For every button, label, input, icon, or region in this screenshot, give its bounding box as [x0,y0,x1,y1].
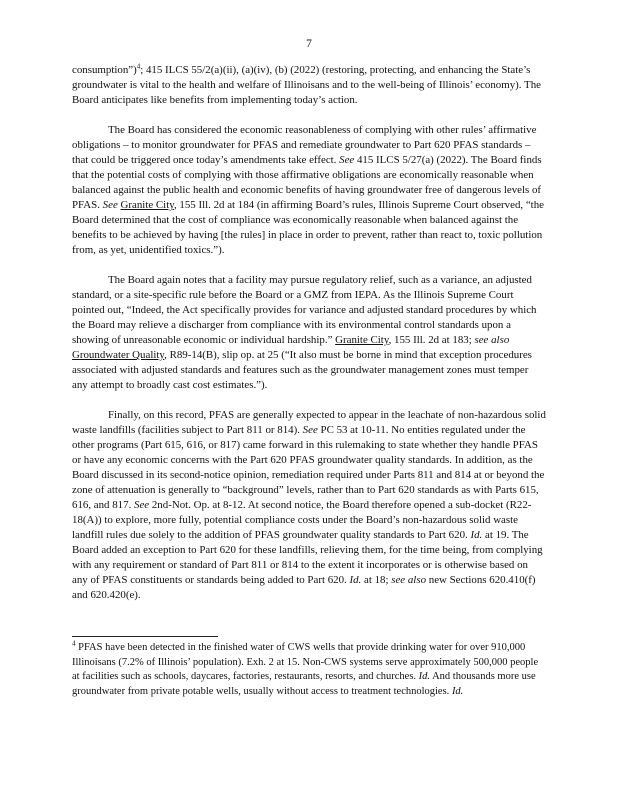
italic-signal: See [134,499,150,511]
footnote-reference: 4 [136,62,141,71]
paragraph-continuation [72,63,546,108]
italic-signal: see also [474,334,510,346]
case-citation: Granite City [335,334,389,346]
italic-signal: Id. [418,671,431,682]
text-run: The Board has considered the economic reasonableness of complying with other rules’ affirmative obligations – to monitor groundwater for PFAS and remediate groundwater to Part 620 PFAS standards – that could be triggered once today’s amendments take effect. [72,124,537,166]
text-run: new Sections 620.410(f) and 620.420(e). [72,574,536,601]
italic-signal: Id. [451,685,464,697]
text-run: , 155 Ill. 2d at 184 (in affirming Board’s rules, Illinois Supreme Court observed, “the Board determined that the cost of compliance was economically reasonable when balanced against the benefits to be achieved by having [the rules] in place in order to prevent, rather than react to, toxic pollution from, as yet, unidentified toxics.”). [72,199,544,256]
case-citation: Granite City [120,199,174,211]
text-run: , 155 Ill. 2d at 183; [388,334,475,346]
page-number: 7 [306,38,312,50]
footnote-text [72,639,539,697]
paragraph-economic-reasonableness [72,123,546,258]
text-run: consumption”) [72,64,137,76]
text-run: , R89-14(B), slip op. at 25 (“It also must be borne in mind that exception procedures associated with adjusted standards and features such as the groundwater management zones must temper any attempt to broadly cast cost estimates.”). [72,349,532,391]
text-run: PC 53 at 10-11. No entities regulated under the other programs (Part 615, 616, or 817) came forward in this rulemaking to state whether they handle PFAS or have any economic concerns with the Part 620 PFAS groundwater quality standards. In addition, as the Board discussed in its second-notice opinion, remediation required under Parts 811 and 814 at or beyond the zone of attenuation is generally to “background” levels, rather than to Part 620 standards as with Parts 615, 616, and 817. [72,424,545,511]
text-run: Finally, on this record, PFAS are generally expected to appear in the leachate of non-hazardous solid waste landfills (facilities subject to Part 811 or 814). [72,409,546,436]
footnote-marker: 4 [72,639,76,648]
text-run: at 18; [361,574,392,586]
italic-signal: See [339,154,355,166]
italic-signal: see also [391,574,427,586]
italic-signal: See [302,424,318,436]
text-run: at 19. The Board added an exception to Part 620 for these landfills, relieving them, for the time being, from complying with any requirement or standard of Part 811 or 814 to the extent it incorporates or is otherwise based on any of PFAS constituents or standards being added to Part 620. [72,529,543,586]
case-citation: Groundwater Quality [72,349,165,361]
text-run: 415 ILCS 5/27(a) (2022). The Board finds that the potential costs of complying with those affirmative obligations are economically reasonable when balanced against the public health and economic benefits of having groundwater free of dangerous levels of PFAS. [72,154,542,211]
italic-signal: Id. [470,529,483,541]
text-run: 2nd-Not. Op. at 8-12. At second notice, the Board therefore opened a sub-docket (R22-18(A)) to explore, more fully, potential compliance costs under the Board’s non-hazardous solid waste landfill rules due solely to the addition of PFAS groundwater quality standards to Part 620. [72,499,532,541]
text-run: The Board again notes that a facility may pursue regulatory relief, such as a variance, an adjusted standard, or a site-specific rule before the Board or a GMZ from IEPA. As the Illinois Supreme Court pointed out, “Indeed, the Act specifically provides for variance and adjusted standard procedures by which the Board may relieve a discharger from compliance with its environmental control standards upon a showing of unreasonable economic or individual hardship.” [72,274,537,346]
footnote [72,641,546,699]
italic-signal: See [102,199,118,211]
paragraph-regulatory-relief [72,273,546,393]
italic-signal: Id. [349,574,362,586]
page-body [72,63,546,603]
footnote-divider [72,636,218,637]
text-run: PFAS have been detected in the finished water of CWS wells that provide drinking water for over 910,000 Illinoisans (7.2% of Illinois’ population). Exh. 2 at 15. Non-CWS systems serve approximately 500,000 people at facilities such as schools, daycares, factories, restaurants, resorts, and churches. [72,642,539,682]
paragraph-landfills [72,408,546,603]
text-run: ; 415 ILCS 55/2(a)(ii), (a)(iv), (b) (2022) (restoring, protecting, and enhancing the State’s groundwater is vital to the health and welfare of Illinoisans and to the well-being of Illinois’ economy). The Board anticipates like benefits from implementing today’s action. [72,64,541,106]
text-run: And thousands more use groundwater from private potable wells, usually without access to treatment technologies. [72,671,536,697]
